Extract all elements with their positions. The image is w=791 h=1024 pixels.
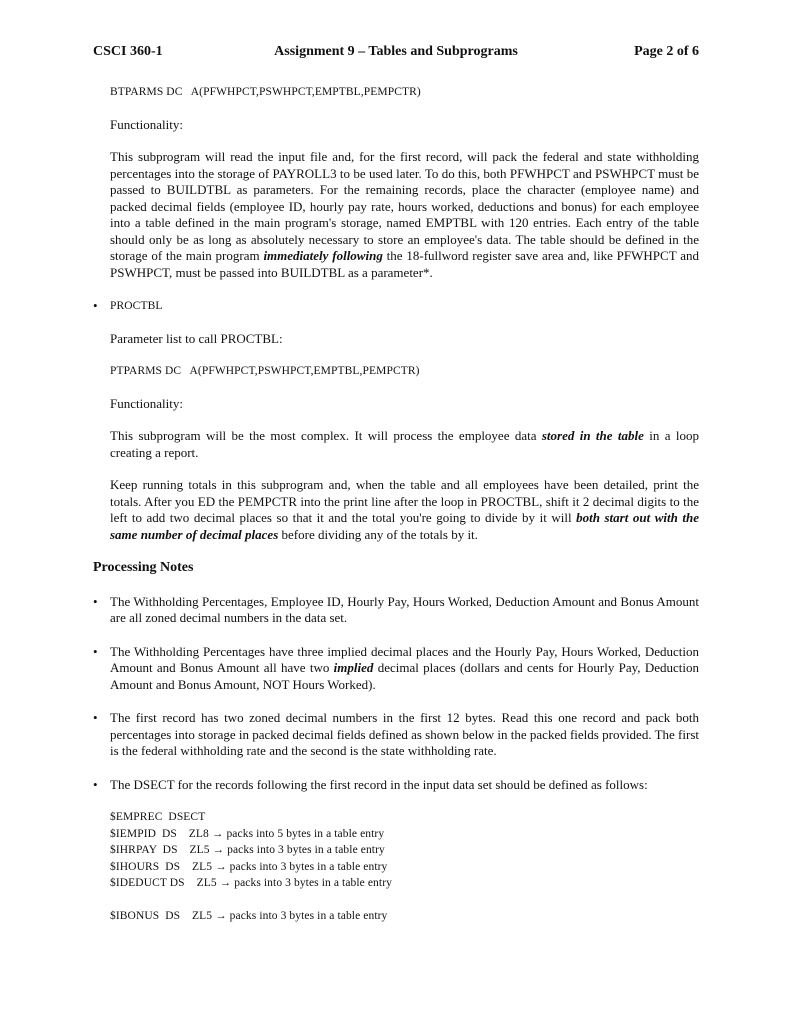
proctbl-desc2-b: before dividing any of the totals by it. [278,526,478,542]
note-2-emphasis: implied [333,660,374,675]
bullet-dot: • [93,776,98,792]
assignment-title: Assignment 9 – Tables and Subprograms [274,44,518,59]
page-body [93,84,699,924]
proctbl-desc1-a: This subprogram will be the most complex. It will process the employee data [110,428,542,443]
buildtbl-description [110,149,699,281]
page-number: Page 2 of 6 [634,44,699,59]
proctbl-desc1-emphasis: stored in the table [541,428,644,443]
note-1 [93,594,699,627]
buildtbl-desc-text: This subprogram will read the input file and, for the first record, will pack the federal and state withholding percentages into the storage of PAYROLL3 to be used later. To do this, both PFWHPCT and PSWHPCT must be passed to BUILDTBL as parameters. For the remaining records, place the character (employee name) and packed decimal fields (employee ID, hourly pay rate, hours worked, deductions and bonus) for each employee into a table defined in the main program's storage, named EMPTBL with 120 entries. Each entry of the table should only be as long as absolutely necessary to store an employee's data. The table should be defined in the storage of the main program [110,149,699,263]
buildtbl-section [93,84,699,281]
page-header [93,44,699,64]
note-3 [93,710,699,760]
proctbl-desc2-a: Keep running totals in this subprogram and, when the table and all employees have been detailed, print the totals. After you ED the PEMPCTR into the print line after the loop in PROCTBL, shift it 2 decimal digits to the left to add two decimal places so that it and the total you're going to divide by it will [110,477,699,525]
note-4 [93,777,699,925]
dsect-line-bonus: $IBONUS DS ZL5 → packs into 3 bytes in a table entry [110,909,388,922]
dsect-line-hours: $IHOURS DS ZL5 → packs into 3 bytes in a table entry [110,860,388,873]
buildtbl-functionality-label: Functionality: [110,116,183,132]
note-1-text: The Withholding Percentages, Employee ID, Hourly Pay, Hours Worked, Deduction Amount and Bonus Amount are all zoned decimal numbers in the data set. [110,593,699,625]
note-4-text: The DSECT for the records following the first record in the input data set should be defined as follows: [110,776,648,792]
note-2 [93,644,699,694]
bullet-dot: • [93,643,98,659]
processing-notes-heading: Processing Notes [93,560,194,575]
note-2-b: decimal places (dollars and cents for Hourly Pay, Deduction Amount and Bonus Amount, NOT Hours Worked). [110,660,699,692]
ptparms-line: PTPARMS DC A(PFWHPCT,PSWHPCT,EMPTBL,PEMPCTR) [110,365,420,377]
proctbl-bullet [93,298,699,543]
dsect-definition [110,809,699,924]
dsect-line-empid: $IEMPID DS ZL8 → packs into 5 bytes in a table entry [110,827,385,840]
dsect-line-hrpay: $IHRPAY DS ZL5 → packs into 3 bytes in a table entry [110,844,385,856]
proctbl-description-1 [110,428,699,461]
bullet-dot: • [93,298,98,313]
dsect-line-deduct: $IDEDUCT DS ZL5 → packs into 3 bytes in a table entry [110,877,392,889]
proctbl-name: PROCTBL [110,300,163,312]
proctbl-desc1-b: in a loop creating a report. [110,428,699,460]
buildtbl-desc-end: the 18-fullword register save area and, like PFWHPCT and PSWHPCT, must be passed into BUILDTBL as a parameter*. [110,248,699,280]
buildtbl-desc-emphasis: immediately following [263,248,383,263]
proctbl-functionality-label: Functionality: [110,395,183,411]
dsect-line-header: $EMPREC DSECT [110,811,206,823]
course-label: CSCI 360-1 [93,44,163,59]
btparms-line: BTPARMS DC A(PFWHPCT,PSWHPCT,EMPTBL,PEMPCTR) [110,86,421,98]
bullet-dot: • [93,710,98,725]
note-2-text [110,644,699,694]
proctbl-description-2 [110,477,699,543]
note-3-text: The first record has two zoned decimal numbers in the first 12 bytes. Read this one record and pack both percentages into storage in packed decimal fields defined as shown below in the packed fields provided. The first is the federal withholding rate and the second is the state withholding rate. [110,710,699,758]
note-2-a: The Withholding Percentages have three implied decimal places and the Hourly Pay, Hours Worked, Deduction Amount and Bonus Amount all have two [110,643,699,675]
bullet-dot: • [93,593,98,609]
proctbl-plist-label: Parameter list to call PROCTBL: [110,330,283,346]
proctbl-desc2-emphasis: both start out with the same number of decimal places [110,510,699,542]
